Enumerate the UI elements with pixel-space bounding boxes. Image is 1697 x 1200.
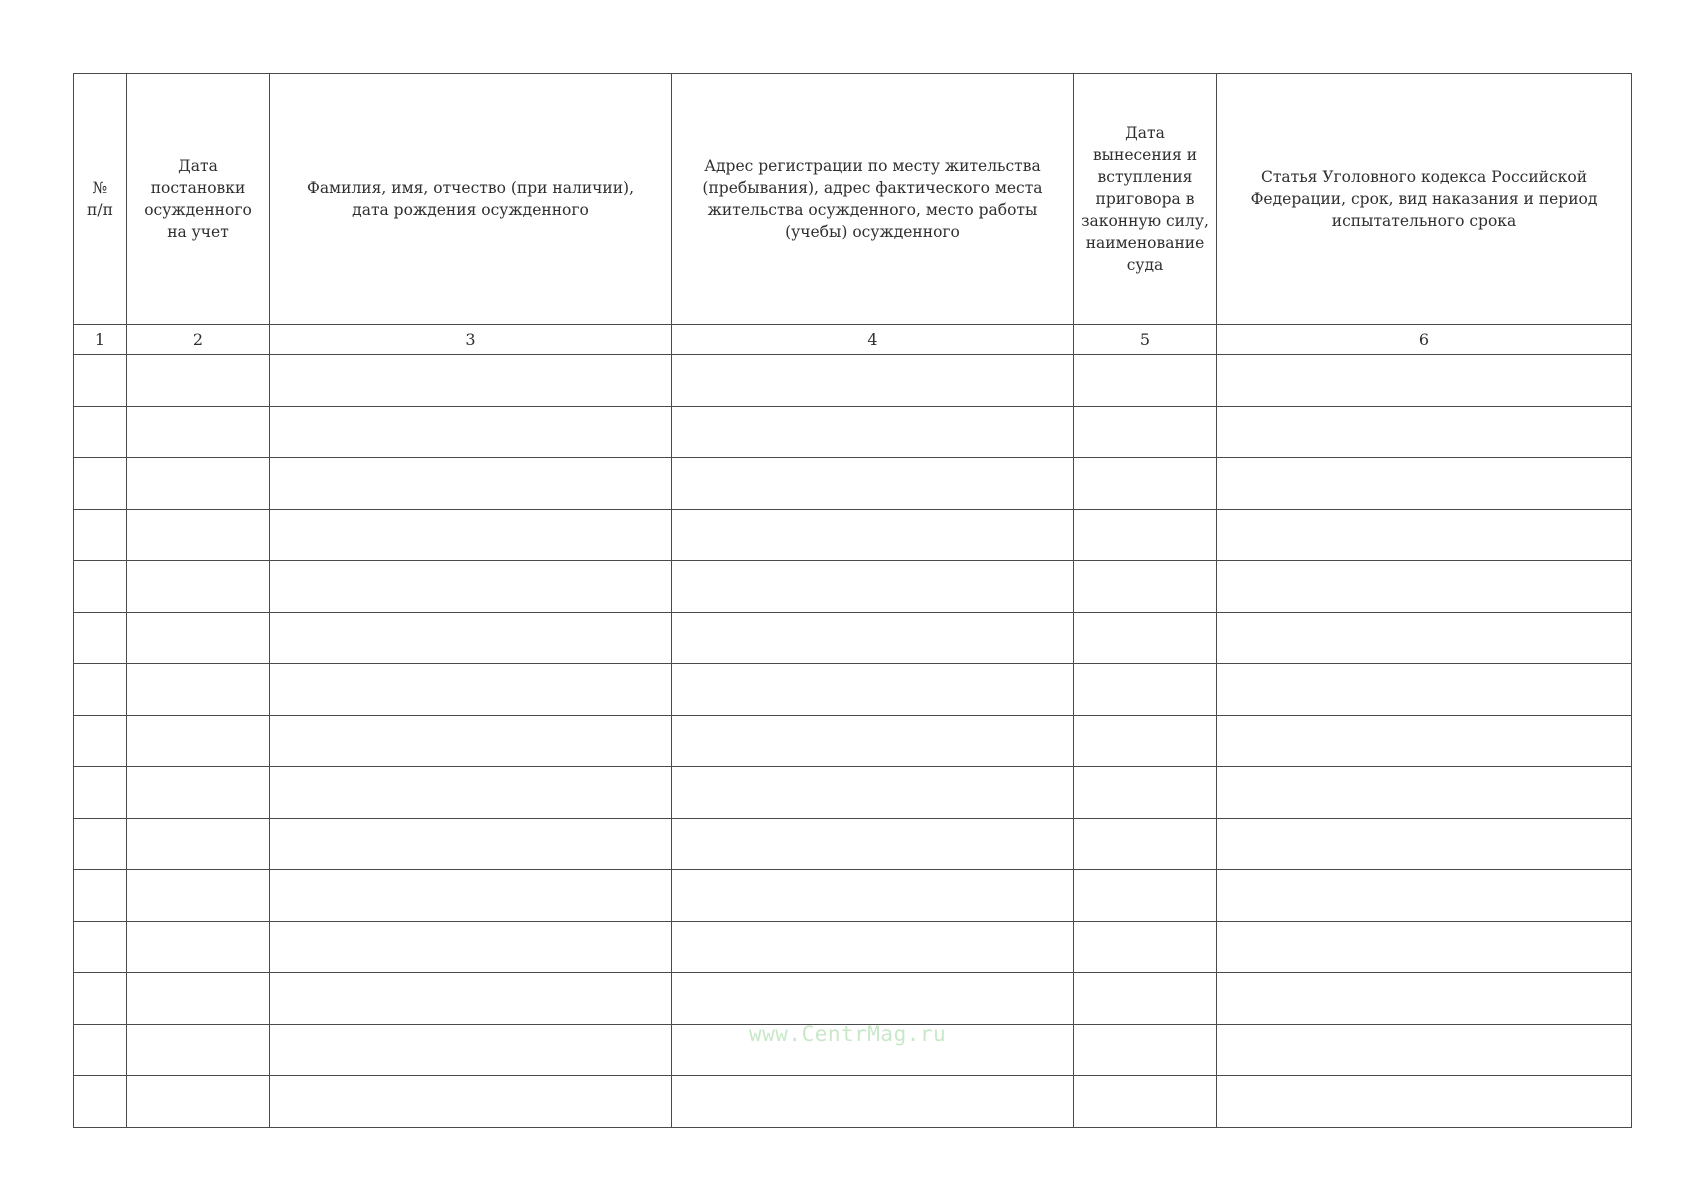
table-cell (1217, 561, 1632, 613)
table-cell (1074, 973, 1217, 1025)
table-cell (74, 406, 127, 458)
table-cell (127, 1076, 270, 1128)
table-cell (672, 870, 1074, 922)
table-cell (672, 664, 1074, 716)
column-number: 4 (672, 325, 1074, 355)
table-cell (672, 355, 1074, 407)
table-cell (1217, 921, 1632, 973)
table-cell (1217, 870, 1632, 922)
table-row (74, 767, 1632, 819)
table-cell (270, 1076, 672, 1128)
table-cell (270, 818, 672, 870)
table-cell (270, 612, 672, 664)
table-cell (1217, 664, 1632, 716)
header-cell-criminal-code-article: Статья Уголовного кодекса Российской Федерации, срок, вид наказания и период испытательного срока (1217, 74, 1632, 325)
table-cell (672, 561, 1074, 613)
header-cell-number: № п/п (74, 74, 127, 325)
table-row (74, 612, 1632, 664)
column-number-row (74, 325, 1632, 355)
table-cell (672, 973, 1074, 1025)
table-row (74, 818, 1632, 870)
table-cell (74, 509, 127, 561)
table-cell (74, 664, 127, 716)
table-row (74, 406, 1632, 458)
table-cell (270, 715, 672, 767)
column-number: 3 (270, 325, 672, 355)
column-number: 1 (74, 325, 127, 355)
table-cell (270, 870, 672, 922)
table-cell (270, 561, 672, 613)
table-cell (74, 355, 127, 407)
table-cell (1074, 767, 1217, 819)
table-cell (1074, 921, 1217, 973)
table-row (74, 870, 1632, 922)
table-row (74, 458, 1632, 510)
table-row (74, 664, 1632, 716)
header-cell-sentence-date: Дата вынесения и вступления приговора в законную силу, наименование суда (1074, 74, 1217, 325)
table-cell (672, 612, 1074, 664)
table-cell (74, 870, 127, 922)
table-body (74, 355, 1632, 1128)
table-cell (127, 561, 270, 613)
table-cell (270, 1024, 672, 1076)
header-cell-full-name: Фамилия, имя, отчество (при наличии), дата рождения осужденного (270, 74, 672, 325)
table-cell (127, 355, 270, 407)
table-cell (1217, 715, 1632, 767)
table-row (74, 921, 1632, 973)
table-cell (1217, 458, 1632, 510)
table-cell (1074, 458, 1217, 510)
table-cell (74, 458, 127, 510)
table-cell (74, 767, 127, 819)
table-cell (672, 767, 1074, 819)
table-cell (1074, 715, 1217, 767)
table-cell (74, 973, 127, 1025)
table-cell (74, 1076, 127, 1128)
column-number: 5 (1074, 325, 1217, 355)
table-cell (74, 1024, 127, 1076)
table-cell (270, 458, 672, 510)
table-row (74, 561, 1632, 613)
table-cell (1217, 1076, 1632, 1128)
table-cell (1217, 355, 1632, 407)
table-cell (1217, 509, 1632, 561)
table-cell (74, 612, 127, 664)
table-row (74, 509, 1632, 561)
table-cell (127, 715, 270, 767)
register-table (73, 73, 1632, 1128)
table-cell (270, 921, 672, 973)
table-cell (127, 509, 270, 561)
table-cell (127, 921, 270, 973)
table-row (74, 1076, 1632, 1128)
table-cell (672, 406, 1074, 458)
table-cell (1217, 406, 1632, 458)
table-cell (127, 973, 270, 1025)
column-number: 2 (127, 325, 270, 355)
table-cell (74, 921, 127, 973)
table-cell (672, 509, 1074, 561)
table-cell (1074, 612, 1217, 664)
table-cell (74, 561, 127, 613)
table-cell (672, 1076, 1074, 1128)
table-cell (270, 664, 672, 716)
table-cell (270, 973, 672, 1025)
table-cell (1217, 612, 1632, 664)
table-cell (1217, 973, 1632, 1025)
table-cell (1074, 561, 1217, 613)
table-cell (127, 612, 270, 664)
header-cell-registration-date: Дата постановки осужденного на учет (127, 74, 270, 325)
table-cell (1217, 1024, 1632, 1076)
table-cell (127, 767, 270, 819)
table-cell (1074, 818, 1217, 870)
table-cell (1074, 406, 1217, 458)
table-cell (270, 509, 672, 561)
table-row (74, 355, 1632, 407)
table-cell (127, 1024, 270, 1076)
column-number: 6 (1217, 325, 1632, 355)
table-cell (127, 870, 270, 922)
header-cell-address: Адрес регистрации по месту жительства (пребывания), адрес фактического места жительства осужденного, место работы (учебы) осужденного (672, 74, 1074, 325)
table-cell (672, 458, 1074, 510)
table-cell (1074, 509, 1217, 561)
table-cell (127, 664, 270, 716)
table-cell (127, 818, 270, 870)
table-cell (270, 355, 672, 407)
table-cell (1074, 1076, 1217, 1128)
table-row (74, 973, 1632, 1025)
table-cell (127, 458, 270, 510)
table-cell (1074, 870, 1217, 922)
table-cell (127, 406, 270, 458)
table-cell (1217, 767, 1632, 819)
table-cell (270, 406, 672, 458)
table-cell (1217, 818, 1632, 870)
table-header-row (74, 74, 1632, 325)
table-cell (1074, 664, 1217, 716)
watermark: www.CentrMag.ru (749, 1022, 947, 1046)
table-cell (1074, 1024, 1217, 1076)
table-cell (672, 921, 1074, 973)
table-cell (1074, 355, 1217, 407)
table-cell (672, 818, 1074, 870)
table-cell (74, 715, 127, 767)
table-cell (672, 715, 1074, 767)
table-row (74, 715, 1632, 767)
table-cell (74, 818, 127, 870)
table-cell (270, 767, 672, 819)
